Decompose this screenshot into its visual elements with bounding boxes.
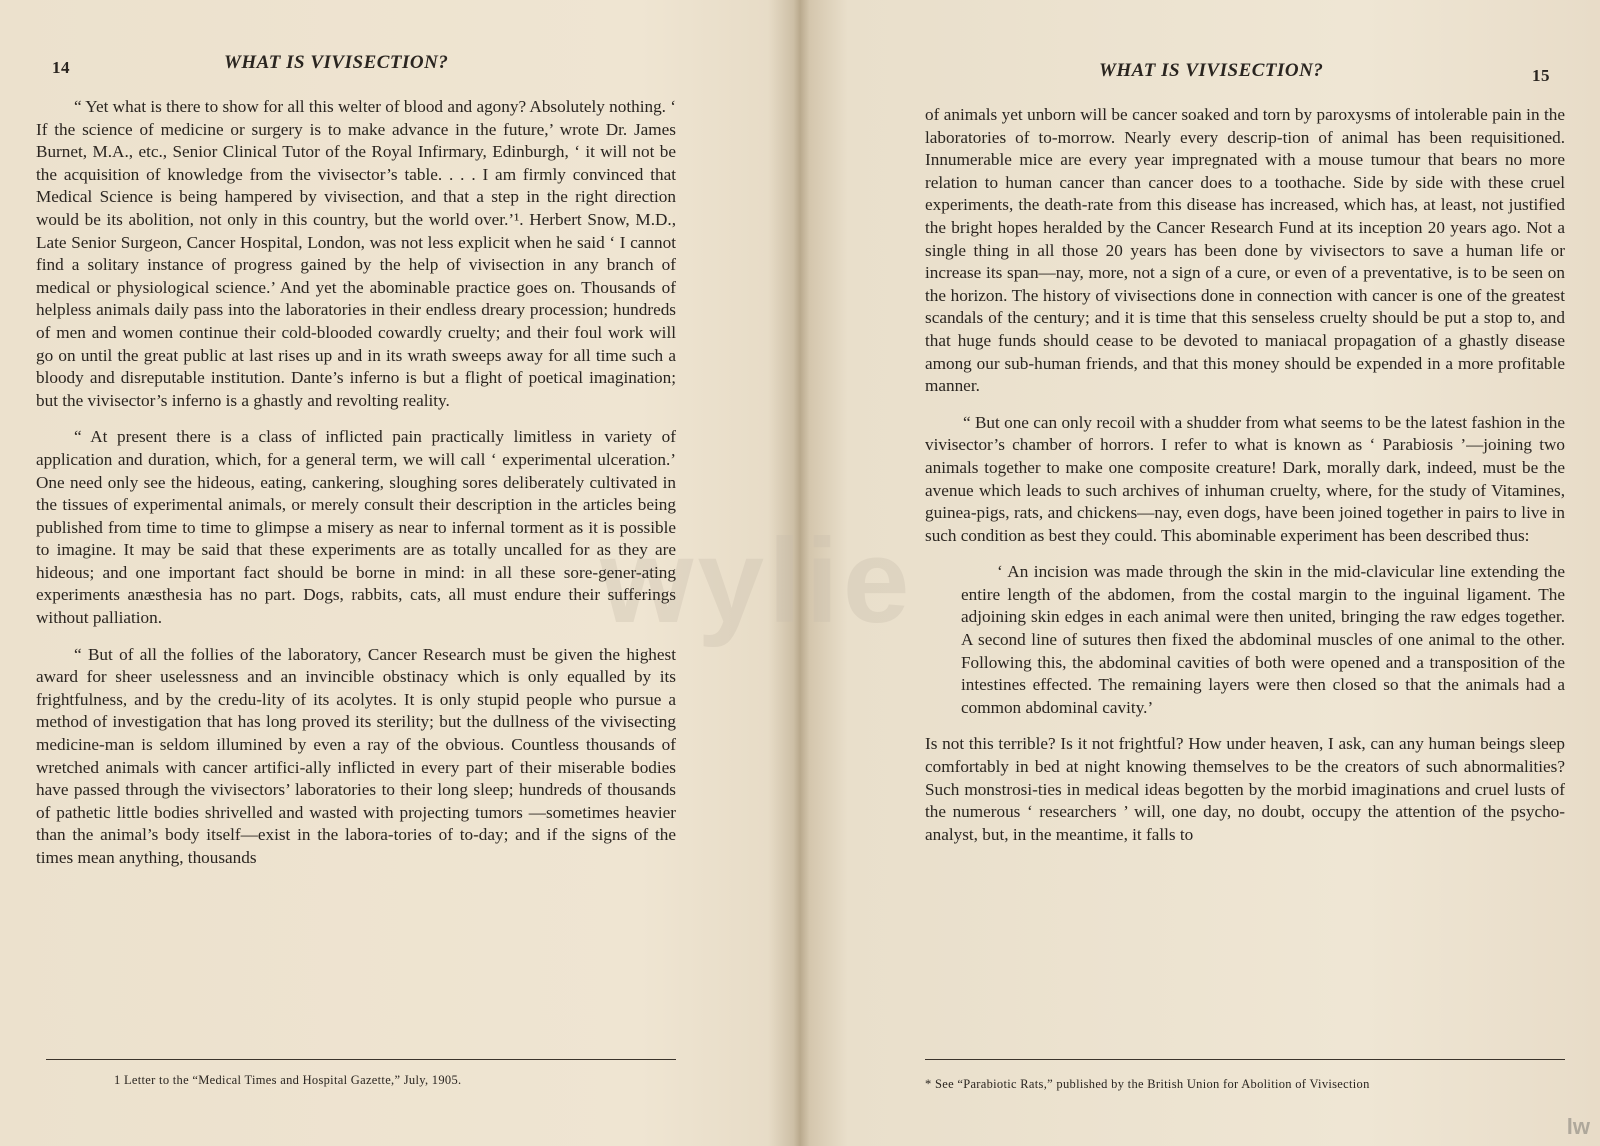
left-paragraph-1: “ Yet what is there to show for all this welter of blood and agony? Absolutely nothing. ‘ If the science of medicine or surgery is to make advance in the future,’ wrote Dr. James Burnet, M.A., etc., Senior Clinical Tutor of the Royal Infirmary, Edinburgh, ‘ it will not be the acquisition of knowledge from the vivisector’s table. . . . I am firmly convinced that Medical Science is being hampered by vivisection, and that a step in the right direction would be its abolition, not only in this country, but the world over.’¹. Herbert Snow, M.D., Late Senior Surgeon, Cancer Hospital, London, was not less explicit when he said ‘ I cannot find a solitary instance of progress gained by the help of vivisection in any branch of medical or physiological science.’ And yet the abominable practice goes on. Thousands of helpless animals daily pass into the laboratories in their endless dreary procession; hundreds of men and women continue their cold-blooded cowardly cruelty; and their foul work will go on until the great public at last rises up and in its wrath sweeps away for all time such a bloody and disreputable institution. Dante’s inferno is but a flight of poetical imagination; but the vivisector’s inferno is a ghastly and revolting reality.	[36, 97, 676, 410]
right-page	[805, 0, 1600, 1146]
left-paragraph-2: “ At present there is a class of inflicted pain practically limitless in variety of application and duration, which, for a general term, we will call ‘ experimental ulceration.’ One need only see the hideous, eating, cankering, sloughing sores deliberately cultivated in the tissues of experimental animals, or merely consult their description in the articles being published from time to time to glimpse a misery as near to infernal torment as it is possible to imagine. It may be said that these experiments are as totally uncalled for as they are hideous; and one important fact should be borne in mind: in all these sore-gener-ating experiments anæsthesia has no part. Dogs, rabbits, cats, all must endure their sufferings without palliation.	[36, 427, 676, 628]
left-footnote-rule	[46, 1059, 676, 1060]
left-page-number: 14	[52, 58, 70, 77]
right-footnote: * See “Parabiotic Rats,” published by the British Union for Abolition of Vivisection	[925, 1077, 1370, 1091]
left-page	[0, 0, 795, 1146]
right-closing-paragraph: Is not this terrible? Is it not frightful? How under heaven, I ask, can any human beings sleep comfortably in bed at night knowing themselves to be the creators of such abnormalities? Such monstrosi-ties in medical ideas begotten by the morbid imaginations and cruel lusts of the numerous ‘ researchers ’ will, one day, no doubt, occupy the attention of the psycho-analyst, but, in the meantime, it falls to	[925, 734, 1565, 844]
right-paragraph-1: of animals yet unborn will be cancer soaked and torn by paroxysms of intolerable pain in the laboratories of to-morrow. Nearly every descrip-tion of animal has been requisitioned. Innumerable mice are every year impregnated with a mouse tumour that bears no more relation to human cancer than cancer does to a toothache. Side by side with these cruel experiments, the death-rate from this disease has increased, which has, at least, not justified the bright hopes heralded by the Cancer Research Fund at its inception 20 years ago. Not a single thing in all those 20 years has been done by vivisectors to save a human life or increase its span—nay, more, not a sign of a cure, or even of a preventative, is to be seen on the horizon. The history of vivisections done in connection with cancer is one of the greatest scandals of the century; and it is time that this senseless cruelty should be put a stop to, and that huge funds should cease to be devoted to maniacal propagation of a ghastly disease among our sub-human friends, and that this money should be expended in a more profitable manner.	[925, 105, 1565, 396]
left-running-title: WHAT IS VIVISECTION?	[224, 52, 449, 73]
right-running-title: WHAT IS VIVISECTION?	[1099, 60, 1324, 81]
quote-text: ‘ An incision was made through the skin in the mid-clavicular line extending the entire length of the abdomen, from the costal margin to the inguinal ligament. The adjoining skin edges in each animal were then united, bringing the raw edges together. A second line of sutures then fixed the abdominal muscles of one animal to the other. Following this, the abdominal cavities of both were opened and a transposition of the intestines effected. The remaining layers were then closed so that the animals had a common abdominal cavity.’	[961, 562, 1565, 717]
parabiosis-quote	[961, 561, 1565, 719]
right-paragraph-2: “ But one can only recoil with a shudder from what seems to be the latest fashion in the vivisector’s chamber of horrors. I refer to what is known as ‘ Parabiosis ’—joining two animals together to make one composite creature! Dark, morally dark, indeed, must be the avenue which leads to such archives of inhuman cruelty, where, for the study of Vitamines, guinea-pigs, rats, and chickens—nay, even dogs, have been joined together in pairs to live in such condition as best they could. This abominable experiment has been described thus:	[925, 412, 1565, 545]
left-body-text	[36, 96, 676, 884]
right-body-text	[925, 104, 1565, 860]
left-paragraph-3: “ But of all the follies of the laboratory, Cancer Research must be given the highest award for sheer uselessness and an invincible obstinacy which is only equalled by its frightfulness, and by the credu-lity of its acolytes. It is only stupid people who pursue a method of investigation that has long proved its sterility; but the dullness of the vivisecting medicine-man is seldom illumined by even a ray of the obvious. Countless thousands of wretched animals with cancer artifici-ally inflicted in every part of their miserable bodies have passed through the vivisectors’ laboratories to their long sleep; hundreds of thousands of pathetic little bodies shrivelled and wasted with projecting tumors —sometimes heavier than the animal’s body itself—exist in the labora-tories of to-day; and if the signs of the times mean anything, thousands	[36, 644, 676, 867]
right-page-number: 15	[1532, 66, 1550, 85]
corner-logo-mark: lw	[1566, 1114, 1590, 1139]
watermark: wylie	[600, 514, 914, 648]
right-footnote-rule	[925, 1059, 1565, 1060]
left-footnote: 1 Letter to the “Medical Times and Hospital Gazette,” July, 1905.	[114, 1073, 462, 1087]
